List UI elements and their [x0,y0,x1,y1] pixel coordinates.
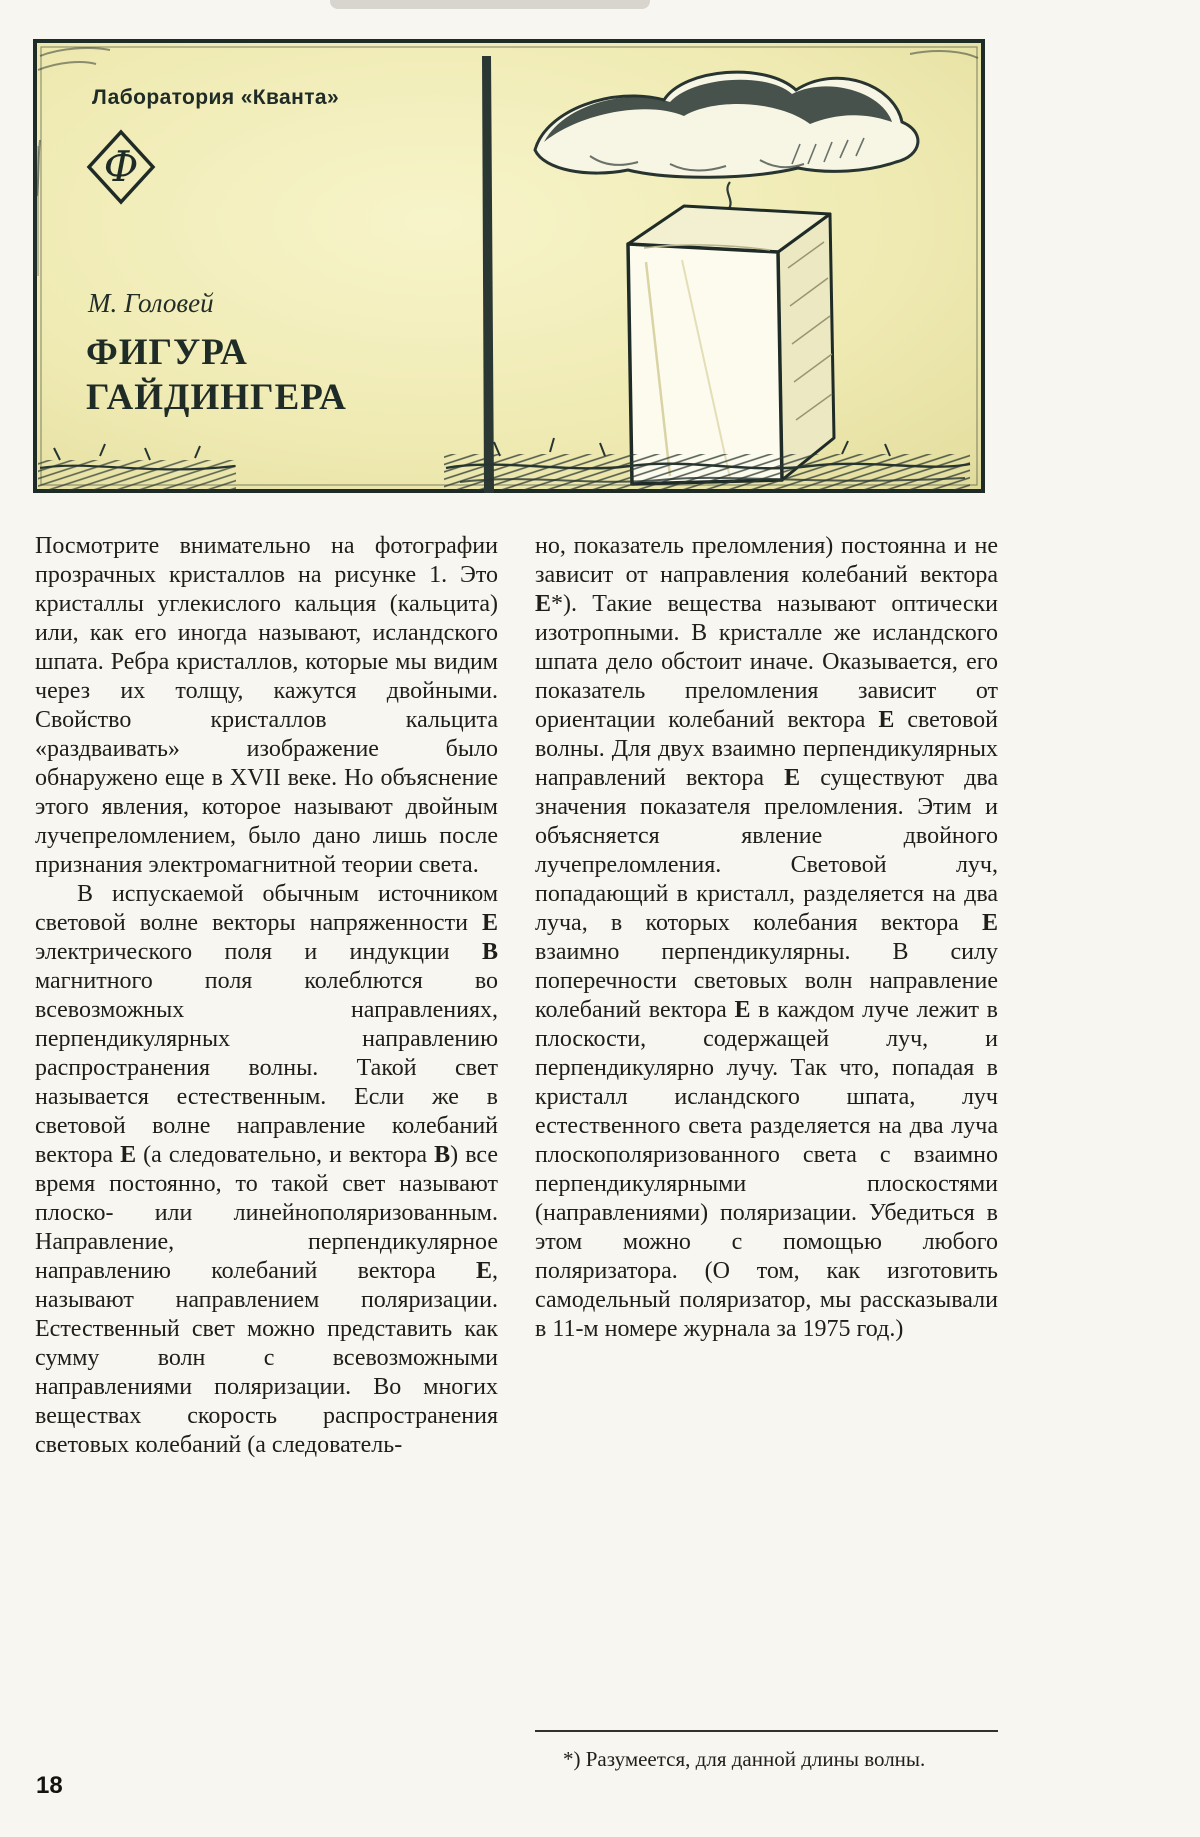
footnote-text: *) Разумеется, для данной длины волны. [563,1747,926,1771]
text-column-right [535,532,998,1772]
paragraph: В испускаемой обычным источником световой волне векторы напряженности Е электрического поля и индукции В магнитного поля колеблются во всевозможных направлениях, перпендикулярных направлению распространения волны. Такой свет называется естественным. Если же в световой волне направление колебаний вектора Е (а следовательно, и вектора В) все время постоянно, то такой свет называют плоско- или линейнополяризованным. Направление, перпендикулярное направлению колебаний вектора Е, называют направлением поляризации. Естественный свет можно представить как сумму волн с всевозможными направлениями поляризации. Во многих веществах скорость распространения световых колебаний (а следователь- [35,881,498,1458]
article-title [86,330,347,420]
title-line-2: ГАЙДИНГЕРА [86,377,347,418]
rubric-label: Лаборатория «Кванта» [92,86,340,109]
article-body [35,532,998,1772]
text-column-right-flow [535,532,998,1344]
paragraph: Посмотрите внимательно на фотографии прозрачных кристаллов на рисунке 1. Это кристаллы углекислого кальция (кальцита) или, как его иногда называют, исландского шпата. Ребра кристаллов, которые мы видим через их толщу, кажутся двойными. Свойство кристаллов кальцита «раздваивать» изображение было обнаружено еще в XVII веке. Но объяснение этого явления, которое называют двойным лучепреломлением, было дано лишь после признания электромагнитной теории света. [35,533,498,878]
page-number: 18 [36,1772,63,1799]
header-panel [30,36,988,496]
kvant-logo-icon [85,128,157,206]
author-name: М. Головей [88,288,214,318]
title-line-1: ФИГУРА [86,332,248,373]
footnote-rule [535,1730,998,1732]
scan-artifact [330,0,650,9]
footnote [535,1730,998,1772]
text-column-left [35,532,498,1772]
logo-glyph: Ф [103,142,139,191]
paragraph: но, показатель преломления) постоянна и не зависит от направления колебаний вектора Е*). Такие вещества называют оптически изотропными. В кристалле же исландского шпата дело обстоит иначе. Оказывается, его показатель преломления зависит от ориентации колебаний вектора Е световой волны. Для двух взаимно перпендикулярных направлений вектора Е существуют два значения показателя преломления. Этим и объясняется явление двойного лучепреломления. Световой луч, попадающий в кристалл, разделяется на два луча, в которых колебания вектора Е взаимно перпендикулярны. В силу поперечности световых волн направление колебаний вектора Е в каждом луче лежит в плоскости, содержащей луч, и перпендикулярно лучу. Так что, попадая в кристалл исландского шпата, луч естественного света разделяется на два луча плоскополяризованного света с взаимно перпендикулярными плоскостями (направлениями) поляризации. Убедиться в этом можно с помощью любого поляризатора. (О том, как изготовить самодельный поляризатор, мы рассказывали в 11-м номере журнала за 1975 год.) [535,533,998,1342]
